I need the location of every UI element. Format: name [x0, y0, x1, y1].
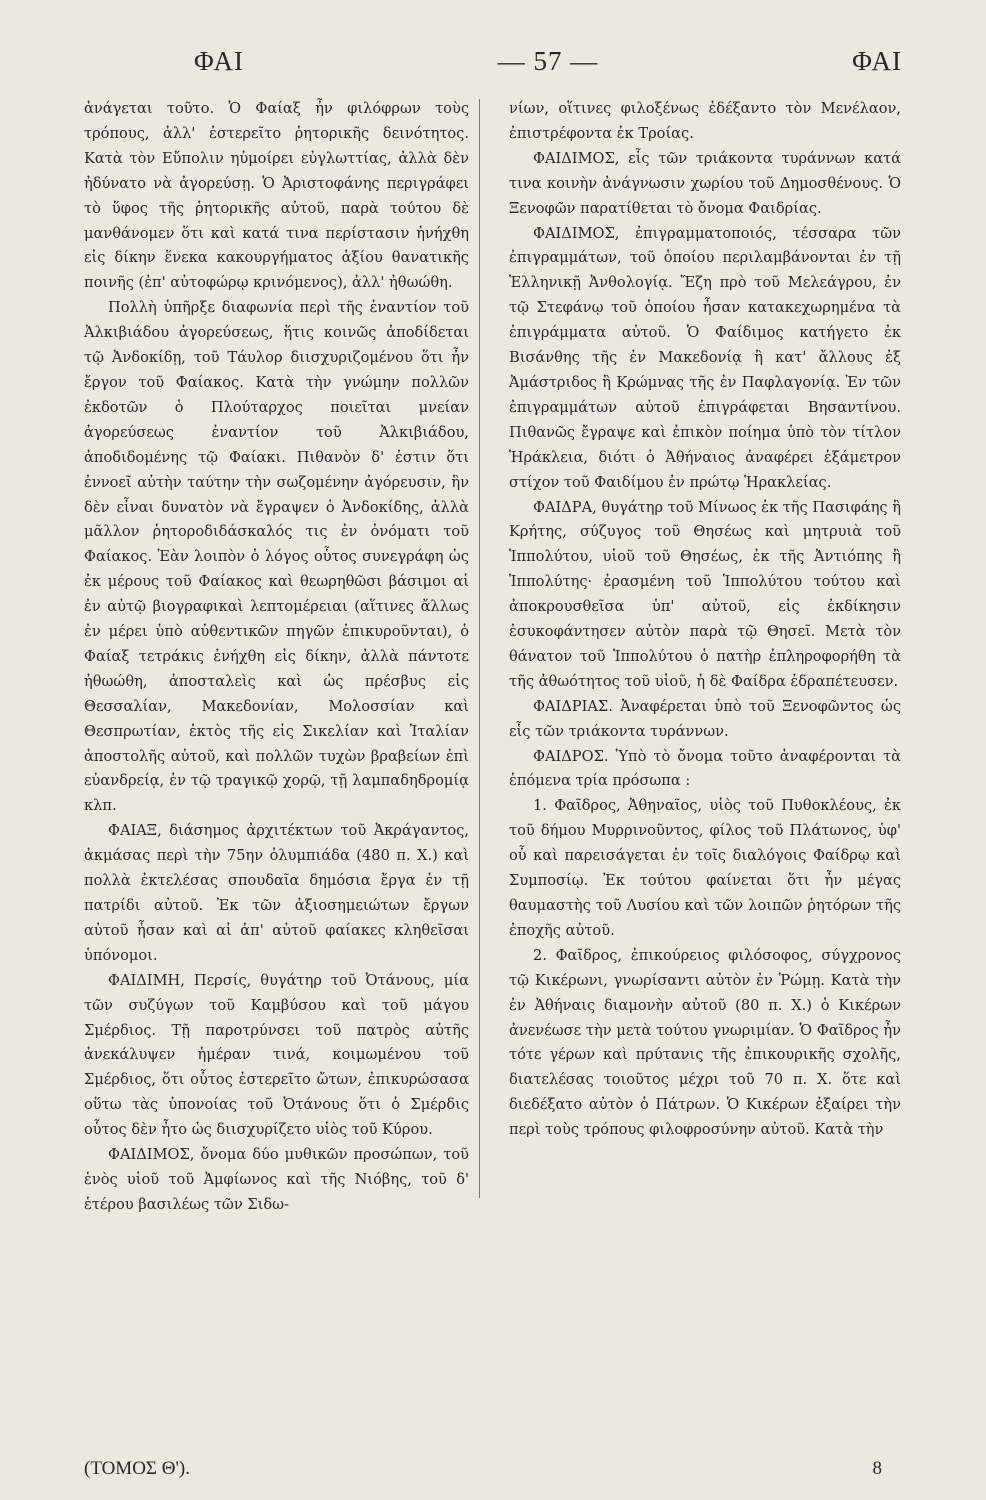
running-header [194, 46, 902, 77]
signature-mark: 8 [872, 1458, 882, 1479]
entry-phaidros-1: 1. Φαῖδρος, Ἀθηναῖος, υἱὸς τοῦ Πυθοκλέους, ἐκ τοῦ δήμου Μυρρινοῦντος, φίλος τοῦ Πλάτωνος, ὑφ' οὗ καὶ παρεισάγεται ἐν τοῖς διαλόγοις Φαίδρῳ καὶ Συμποσίῳ. Ἐκ τούτου φαίνεται ὅτι ἦν μέγας θαυμαστὴς τοῦ Λυσίου καὶ τῶν λοιπῶν ῥητόρων τῆς ἐποχῆς αὐτοῦ. [509, 797, 901, 939]
header-right: ΦΑΙ [852, 46, 902, 76]
text-columns [84, 97, 926, 1218]
entry-phaidros-2: 2. Φαῖδρος, ἐπικούρειος φιλόσοφος, σύγχρονος τῷ Κικέρωνι, γνωρίσαντι αὐτὸν ἐν Ῥώμῃ. Κατὰ τὴν ἐν Ἀθήναις διαμονὴν αὐτοῦ (80 π. Χ.) ὁ Κικέρων ἀνενέωσε τὴν μετὰ τούτου γνωριμίαν. Ὁ Φαῖδρος ἦν τότε γέρων καὶ πρύτανις τῆς ἐπικουρικῆς σχολῆς, διατελέσας τοιοῦτος μέχρι τοῦ 70 π. Χ. ὅτε καὶ διεδέξατο αὐτὸν ὁ Πάτρων. Ὁ Κικέρων ἐξαίρει τὴν περὶ τοὺς τρόπους φιλοφροσύνην αὐτοῦ. Κατὰ τὴν [509, 946, 901, 1139]
header-left: ΦΑΙ [194, 46, 244, 76]
entry-phaidimos-tyrant: ΦΑΙΔΙΜΟΣ, εἷς τῶν τριάκοντα τυράννων κατά τινα κοινὴν ἀνάγνωσιν χωρίου τοῦ Δημοσθένους. Ὁ Ξενοφῶν παρατίθεται τὸ ὄνομα Φαιδρίας. [509, 149, 901, 217]
page-number: — 57 — [497, 46, 599, 76]
entry-phaidros: ΦΑΙΔΡΟΣ. Ὑπὸ τὸ ὄνομα τοῦτο ἀναφέρονται τὰ ἑπόμενα τρία πρόσωπα : [509, 747, 901, 790]
entry-phaidimos: ΦΑΙΔΙΜΟΣ, ὄνομα δύο μυθικῶν προσώπων, τοῦ ἑνὸς υἱοῦ τοῦ Ἀμφίωνος καὶ τῆς Νιόβης, τοῦ δ' ἑτέρου βασιλέως τῶν Σιδω- [84, 1146, 469, 1213]
paragraph: Πολλὴ ὑπῆρξε διαφωνία περὶ τῆς ἐναντίον τοῦ Ἀλκιβιάδου ἀγορεύσεως, ἥτις κοινῶς ἀποδίδεται τῷ Ἀνδοκίδῃ, τοῦ Τάυλορ διισχυριζομένου ὅτι ἦν ἔργον τοῦ Φαίακος. Κατὰ τὴν γνώμην πολλῶν ἐκδοτῶν ὁ Πλούταρχος ποιεῖται μνείαν ἀγορεύσεως ἐναντίον τοῦ Ἀλκιβιάδου, ἀποδιδομένης τῷ Φαίακι. Πιθανὸν δ' ἐστιν ὅτι ἐννοεῖ αὐτὴν ταύτην τὴν σωζομένην ἀγόρευσιν, ἣν δὲν εἶναι δυνατὸν νὰ ἔγραψεν ὁ Ἀνδοκίδης, ἀλλὰ μᾶλλον ῥητοροδιδάσκαλός τις ἐν ὀνόματι τοῦ Φαίακος. Ἐὰν λοιπὸν ὁ λόγος οὗτος συνεγράφη ὡς ἐκ μέρους τοῦ Φαίακος καὶ θεωρηθῶσι βάσιμοι αἱ ἐν αὐτῷ βιογραφικαὶ λεπτομέρειαι (αἵτινες ἄλλως ἐν μέρει ὑπὸ αὐθεντικῶν πηγῶν ἐπικυροῦνται), ὁ Φαίαξ τετράκις ἐνήχθη εἰς δίκην, ἀλλὰ πάντοτε ἠθωώθη, ἀποσταλεὶς καὶ ὡς πρέσβυς εἰς Θεσσαλίαν, Μακεδονίαν, Μολοσσίαν καὶ Θεσπρωτίαν, ἐκτὸς τῆς εἰς Σικελίαν καὶ Ἰταλίαν ἀποστολῆς αὐτοῦ, καὶ πολλῶν τυχὼν βραβείων ἐπὶ εὐανδρείᾳ, ἐν τῷ τραγικῷ χορῷ, τῇ λαμπαδηδρομίᾳ κλπ. [84, 299, 469, 815]
paragraph: νίων, οἵτινες φιλοξένως ἐδέξαντο τὸν Μενέλαον, ἐπιστρέφοντα ἐκ Τροίας. [509, 100, 901, 142]
left-column [84, 97, 469, 1218]
page-footer [84, 1458, 926, 1480]
entry-phaidra: ΦΑΙΔΡΑ, θυγάτηρ τοῦ Μίνωος ἐκ τῆς Πασιφάης ἢ Κρήτης, σύζυγος τοῦ Θησέως καὶ μητρυιὰ τοῦ Ἱππολύτου, υἱοῦ τοῦ Θησέως, ἐκ τῆς Ἀντιόπης ἢ Ἱππολύτης· ἐρασμένη τοῦ Ἱππολύτου τούτου καὶ ἀποκρουσθεῖσα ὑπ' αὐτοῦ, εἰς ἐκδίκησιν ἐσυκοφάντησεν αὐτὸν παρὰ τῷ Θησεῖ. Μετὰ τὸν θάνατον τοῦ Ἱππολύτου ὁ πατὴρ ἐπληροφορήθη τὰ τῆς ἀθωότητος τοῦ υἱοῦ, ἡ δὲ Φαίδρα ἐδραπέτευσεν. [509, 498, 901, 690]
paragraph: ἀνάγεται τοῦτο. Ὁ Φαίαξ ἦν φιλόφρων τοὺς τρόπους, ἀλλ' ἐστερεῖτο ῥητορικῆς δεινότητος. Κατὰ τὸν Εὔπολιν ηὐμοίρει εὐγλωττίας, ἀλλὰ δὲν ἠδύνατο νὰ ἀγορεύσῃ. Ὁ Ἀριστοφάνης περιγράφει τὸ ὕφος τῆς ῥητορικῆς αὐτοῦ, παρὰ τούτου δὲ μανθάνομεν ὅτι καὶ κατά τινα περίστασιν ἠνήχθη εἰς δίκην ἕνεκα κακουργήματος ἀξίου θανατικῆς ποινῆς (ἐπ' αὐτοφώρῳ κρινόμενος), ἀλλ' ἠθωώθη. [84, 100, 469, 292]
volume-label: (ΤΟΜΟΣ Θ'). [84, 1458, 190, 1479]
entry-phaidrias: ΦΑΙΔΡΙΑΣ. Ἀναφέρεται ὑπὸ τοῦ Ξενοφῶντος ὡς εἷς τῶν τριάκοντα τυράννων. [509, 697, 901, 740]
entry-phaiax: ΦΑΙΑΞ, διάσημος ἀρχιτέκτων τοῦ Ἀκράγαντος, ἀκμάσας περὶ τὴν 75ην ὀλυμπιάδα (480 π. Χ.) καὶ πολλὰ ἐκτελέσας σπουδαῖα δημόσια ἔργα ἐν τῇ πατρίδι αὐτοῦ. Ἐκ τῶν ἀξιοσημειώτων ἔργων αὐτοῦ ἦσαν καὶ αἱ ἀπ' αὐτοῦ φαίακες κληθεῖσαι ὑπόνομοι. [84, 822, 469, 964]
column-divider [479, 99, 480, 1198]
entry-phaidimos-epigrammatist: ΦΑΙΔΙΜΟΣ, ἐπιγραμματοποιός, τέσσαρα τῶν ἐπιγραμμάτων, τοῦ ὁποίου περιλαμβάνονται ἐν τῇ Ἑλληνικῇ Ἀνθολογίᾳ. Ἔζη πρὸ τοῦ Μελεάγρου, ἐν τῷ Στεφάνῳ τοῦ ὁποίου ἦσαν κατακεχωρημένα τὰ ἐπιγράμματα αὐτοῦ. Ὁ Φαίδιμος κατήγετο ἐκ Βισάνθης τῆς ἐν Μακεδονίᾳ ἢ κατ' ἄλλους ἐξ Ἀμάστριδος ἢ Κρώμνας τῆς ἐν Παφλαγονίᾳ. Ἐν τῶν ἐπιγραμμάτων αὐτοῦ ἐπιγράφεται Βησαντίνου. Πιθανῶς ἔγραψε καὶ ἐπικὸν ποίημα ὑπὸ τὸν τίτλον Ἡράκλεια, διότι ὁ Ἀθήναιος ἀναφέρει ἑξάμετρον στίχον τοῦ Φαιδίμου ἐν πρώτῳ Ἡρακλείας. [509, 224, 901, 491]
right-column [509, 97, 901, 1218]
entry-phaidime: ΦΑΙΔΙΜΗ, Περσίς, θυγάτηρ τοῦ Ὀτάνους, μία τῶν συζύγων τοῦ Καμβύσου καὶ τοῦ μάγου Σμέρδιος. Τῇ παροτρύνσει τοῦ πατρὸς αὐτῆς ἀνεκάλυψεν ἡμέραν τινά, κοιμωμένου τοῦ Σμέρδιος, ὅτι οὗτος ἐστερεῖτο ὤτων, ἐπικυρώσασα οὕτω τὰς ὑπονοίας τοῦ Ὀτάνους ὅτι ὁ Σμέρδις οὗτος δὲν ἦτο ὡς διισχυρίζετο υἱὸς τοῦ Κύρου. [84, 971, 469, 1139]
